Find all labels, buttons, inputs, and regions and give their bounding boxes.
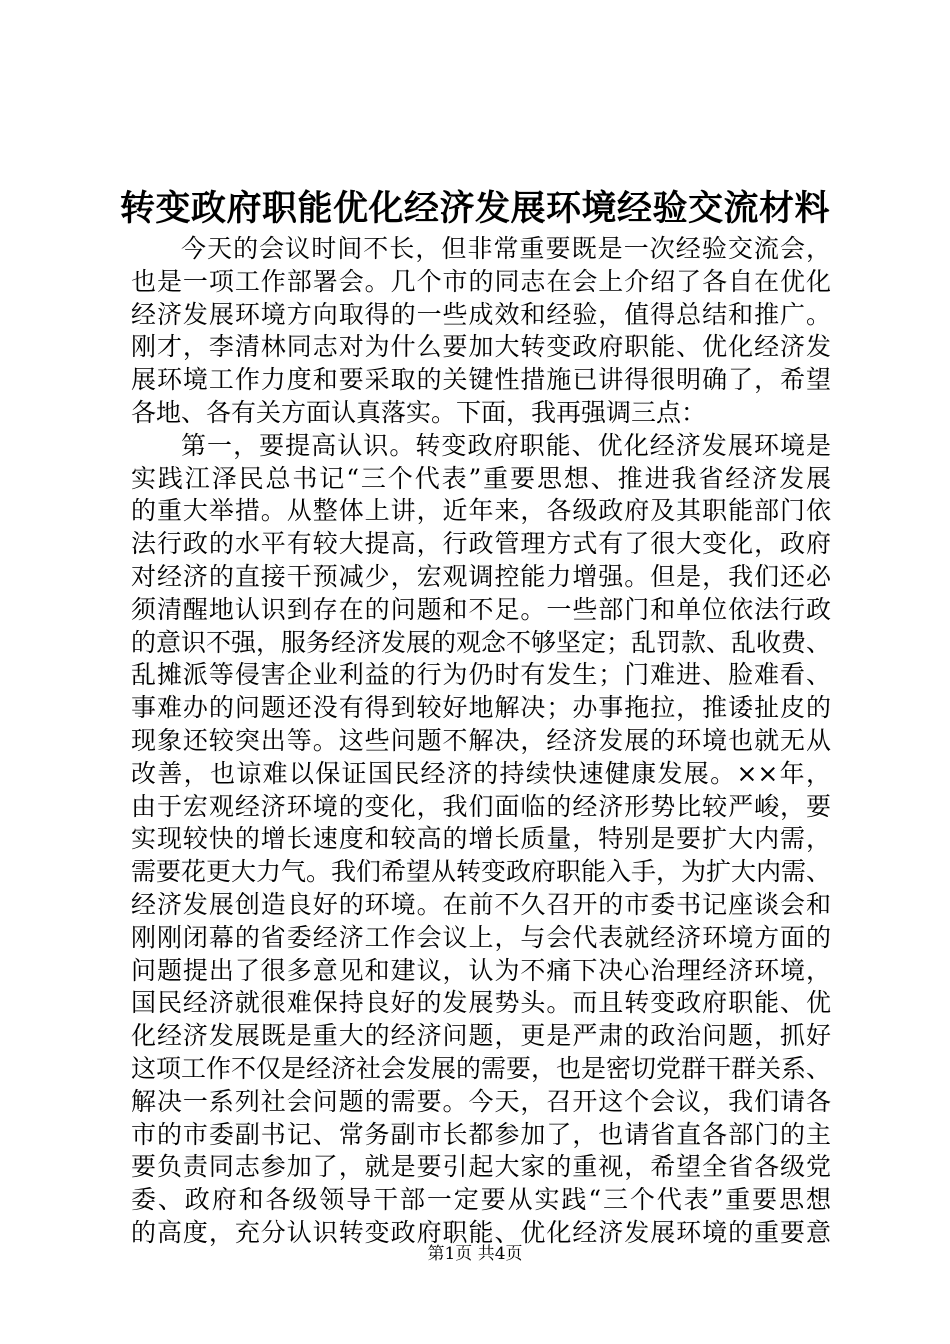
- text-line: 今天的会议时间不长，但非常重要既是一次经验交流会，: [181, 234, 831, 263]
- text-line: 实现较快的增长速度和较高的增长质量，特别是要扩大内需，: [131, 824, 831, 854]
- text-line: 改善，也谅难以保证国民经济的持续快速健康发展。××年，: [131, 758, 831, 788]
- text-line: 需要花更大力气。我们希望从转变政府职能入手，为扩大内需、: [131, 857, 832, 887]
- text-line: 实践江泽民总书记“三个代表”重要思想、推进我省经济发展: [131, 463, 831, 493]
- text-line: 各地、各有关方面认真落实。下面，我再强调三点：: [131, 397, 707, 427]
- text-line: 展环境工作力度和要采取的关键性措施已讲得很明确了，希望: [131, 365, 831, 395]
- text-line: 这项工作不仅是经济社会发展的需要，也是密切党群干群关系、: [131, 1053, 832, 1083]
- text-line: 化经济发展既是重大的经济问题，更是严肃的政治问题，抓好: [131, 1021, 831, 1051]
- document-title: 转变政府职能优化经济发展环境经验交流材料: [119, 188, 830, 229]
- text-line: 国民经济就很难保持良好的发展势头。而且转变政府职能、优: [131, 988, 831, 1018]
- text-line: 法行政的水平有较大提高，行政管理方式有了很大变化，政府: [131, 529, 831, 559]
- text-line: 解决一系列社会问题的需要。今天，召开这个会议，我们请各: [131, 1086, 831, 1116]
- text-line: 现象还较突出等。这些问题不解决，经济发展的环境也就无从: [131, 725, 831, 755]
- text-line: 问题提出了很多意见和建议，认为不痛下决心治理经济环境，: [131, 955, 831, 985]
- text-line: 第一，要提高认识。转变政府职能、优化经济发展环境是: [181, 430, 831, 460]
- page-number: 第1页 共4页: [427, 1244, 523, 1264]
- text-line: 的重大举措。从整体上讲，近年来，各级政府及其职能部门依: [131, 496, 831, 526]
- text-line: 的意识不强，服务经济发展的观念不够坚定；乱罚款、乱收费、: [131, 627, 832, 657]
- text-line: 须清醒地认识到存在的问题和不足。一些部门和单位依法行政: [131, 594, 831, 624]
- text-line: 刚刚闭幕的省委经济工作会议上，与会代表就经济环境方面的: [131, 922, 831, 952]
- text-line: 市的市委副书记、常务副市长都参加了，也请省直各部门的主: [131, 1119, 831, 1149]
- text-line: 也是一项工作部署会。几个市的同志在会上介绍了各自在优化: [131, 266, 831, 296]
- document-body: [131, 233, 831, 1250]
- text-line: 对经济的直接干预减少，宏观调控能力增强。但是，我们还必: [131, 561, 831, 591]
- text-line: 事难办的问题还没有得到较好地解决；办事拖拉，推诿扯皮的: [131, 693, 831, 723]
- text-line: 委、政府和各级领导干部一定要从实践“三个代表”重要思想: [131, 1185, 831, 1215]
- text-line: 经济发展创造良好的环境。在前不久召开的市委书记座谈会和: [131, 889, 831, 919]
- text-line: 由于宏观经济环境的变化，我们面临的经济形势比较严峻，要: [131, 791, 831, 821]
- text-line: 的高度，充分认识转变政府职能、优化经济发展环境的重要意: [131, 1217, 831, 1247]
- text-line: 乱摊派等侵害企业利益的行为仍时有发生；门难进、脸难看、: [131, 660, 831, 690]
- text-line: 要负责同志参加了，就是要引起大家的重视，希望全省各级党: [131, 1152, 831, 1182]
- text-line: 经济发展环境方向取得的一些成效和经验，值得总结和推广。: [131, 299, 831, 329]
- text-line: 刚才，李清林同志对为什么要加大转变政府职能、优化经济发: [131, 332, 831, 362]
